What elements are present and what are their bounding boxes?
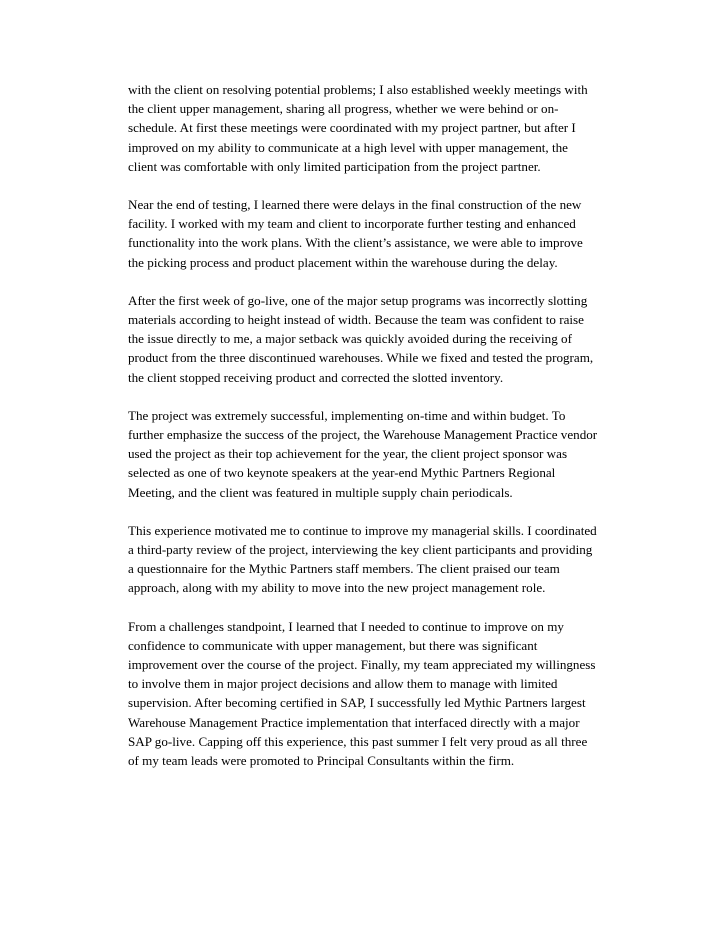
text-line: This experience motivated me to continue to improve my managerial skills. I coordinated	[128, 522, 597, 538]
text-line: From a challenges standpoint, I learned that I needed to continue to improve on my	[128, 618, 564, 634]
text-line: functionality into the work plans. With the client’s assistance, we were able to improve	[128, 235, 583, 251]
text-line: with the client on resolving potential problems; I also established weekly meetings with	[128, 82, 588, 97]
paragraph	[128, 617, 638, 771]
text-line: approach, along with my ability to move into the new project management role.	[128, 580, 546, 596]
text-line: of my team leads were promoted to Principal Consultants within the firm.	[128, 753, 515, 769]
text-line: to involve them in major project decisions and allow them to manage with limited	[128, 676, 558, 692]
text-line: schedule. At first these meetings were coordinated with my project partner, but after I	[128, 120, 576, 136]
text-line: Meeting, and the client was featured in multiple supply chain periodicals.	[128, 484, 513, 500]
text-line: materials according to height instead of width. Because the team was confident to raise	[128, 312, 584, 328]
text-line: a third-party review of the project, interviewing the key client participants and providing	[128, 542, 593, 558]
text-line: client was comfortable with only limited participation from the project partner.	[128, 158, 541, 174]
text-line: product from the three discontinued warehouses. While we fixed and tested the program,	[128, 350, 594, 366]
text-line: The project was extremely successful, implementing on-time and within budget. To	[128, 407, 566, 423]
text-line: the client upper management, sharing all progress, whether we were behind or on-	[128, 101, 559, 117]
text-line: After the first week of go-live, one of the major setup programs was incorrectly slotting	[128, 292, 588, 308]
paragraph	[128, 521, 638, 598]
text-line: Warehouse Management Practice implementation that interfaced directly with a major	[128, 714, 580, 730]
text-line: confidence to communicate with upper management, but there was significant	[128, 637, 538, 653]
text-line: improvement over the course of the project. Finally, my team appreciated my willingness	[128, 657, 596, 673]
text-line: Near the end of testing, I learned there were delays in the final construction of the new	[128, 197, 582, 213]
text-line: a questionnaire for the Mythic Partners staff members. The client praised our team	[128, 561, 560, 577]
text-line: the picking process and product placement within the warehouse during the delay.	[128, 254, 558, 270]
text-line: further emphasize the success of the project, the Warehouse Management Practice vendor	[128, 427, 598, 443]
paragraph	[128, 195, 638, 272]
text-line: the issue directly to me, a major setback was quickly avoided during the receiving of	[128, 331, 572, 347]
text-line: selected as one of two keynote speakers at the year-end Mythic Partners Regional	[128, 465, 556, 481]
paragraph	[128, 291, 638, 387]
text-line: the client stopped receiving product and corrected the slotted inventory.	[128, 369, 504, 385]
paragraph	[128, 406, 638, 502]
text-line: facility. I worked with my team and client to incorporate further testing and enhanced	[128, 216, 576, 232]
text-line: SAP go-live. Capping off this experience, this past summer I felt very proud as all three	[128, 733, 588, 749]
document-body	[128, 80, 638, 789]
paragraph	[128, 80, 638, 176]
text-line: improved on my ability to communicate at a high level with upper management, the	[128, 139, 568, 155]
text-line: supervision. After becoming certified in SAP, I successfully led Mythic Partners largest	[128, 695, 586, 711]
text-line: used the project as their top achievement for the year, the client project sponsor was	[128, 446, 568, 462]
